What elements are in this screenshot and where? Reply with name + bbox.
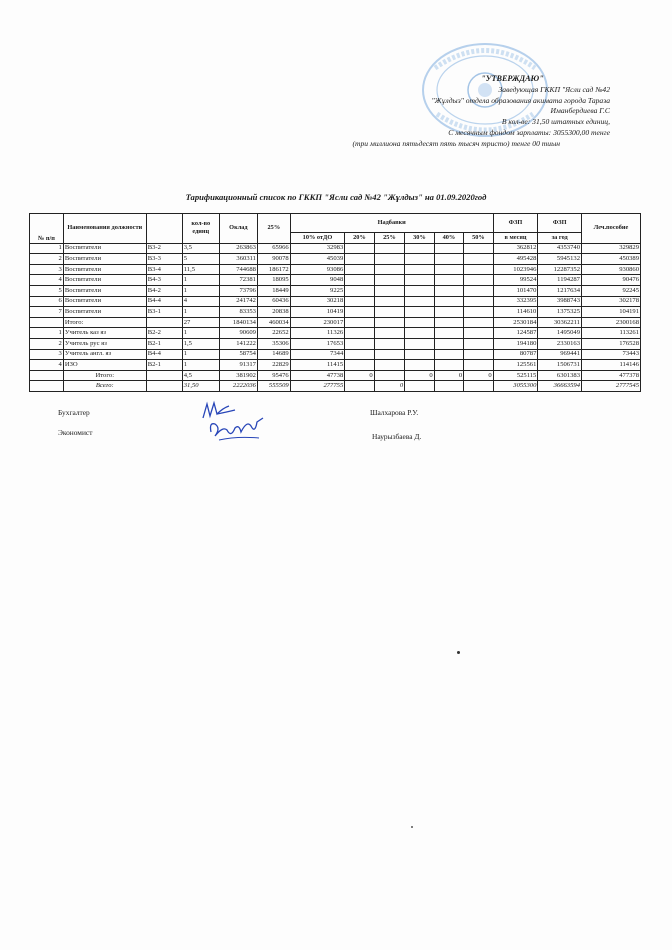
cell-salary: 360311 — [219, 254, 257, 265]
header-position: Наименования должности — [63, 214, 146, 244]
cell-salary: 58754 — [219, 349, 257, 360]
cell-name: Итого: — [63, 370, 146, 381]
cell-n: 3 — [30, 349, 64, 360]
cell-a10: 9225 — [290, 285, 345, 296]
cell-cat — [146, 370, 182, 381]
cell-a20 — [345, 264, 374, 275]
cell-a25 — [374, 285, 405, 296]
header-sub-25: 25% — [374, 233, 405, 244]
cell-med: 477378 — [581, 370, 640, 381]
cell-units: 1,5 — [182, 338, 219, 349]
accountant-name: Шалхарова Р.У. — [370, 408, 419, 417]
cell-m: 362812 — [493, 243, 538, 254]
cell-med: 90476 — [581, 275, 640, 286]
header-fzp-month-bottom: в месяц — [493, 233, 538, 244]
header-salary: Оклад — [219, 214, 257, 244]
stray-mark — [411, 826, 413, 828]
cell-n: 2 — [30, 338, 64, 349]
cell-a25 — [374, 264, 405, 275]
cell-m: 125561 — [493, 360, 538, 371]
cell-med: 114146 — [581, 360, 640, 371]
cell-salary: 241742 — [219, 296, 257, 307]
cell-a50 — [464, 317, 494, 328]
cell-p25: 35306 — [257, 338, 290, 349]
cell-a40 — [434, 328, 463, 339]
cell-a30 — [405, 307, 434, 318]
cell-p25: 20838 — [257, 307, 290, 318]
handwritten-signatures — [197, 398, 267, 444]
tariff-table — [29, 213, 641, 392]
cell-y: 969441 — [538, 349, 582, 360]
economist-title: Экономист — [58, 428, 93, 437]
cell-a25 — [374, 275, 405, 286]
cell-cat: В4-4 — [146, 349, 182, 360]
cell-y: 1506731 — [538, 360, 582, 371]
cell-a50 — [464, 243, 494, 254]
cell-a10: 17653 — [290, 338, 345, 349]
cell-n: 3 — [30, 264, 64, 275]
cell-a40 — [434, 349, 463, 360]
cell-cat: В2-1 — [146, 360, 182, 371]
cell-a25 — [374, 360, 405, 371]
cell-a25 — [374, 296, 405, 307]
cell-a25: 0 — [374, 381, 405, 392]
approval-block — [300, 74, 610, 150]
cell-a40 — [434, 285, 463, 296]
cell-m: 495428 — [493, 254, 538, 265]
cell-cat: В3-1 — [146, 307, 182, 318]
cell-units: 1 — [182, 349, 219, 360]
cell-y: 30362211 — [538, 317, 582, 328]
cell-p25: 60436 — [257, 296, 290, 307]
cell-p25: 186172 — [257, 264, 290, 275]
cell-n — [30, 370, 64, 381]
cell-name: Итого: — [63, 317, 146, 328]
cell-a50 — [464, 254, 494, 265]
cell-units: 4 — [182, 296, 219, 307]
cell-a50 — [464, 307, 494, 318]
cell-a30 — [405, 296, 434, 307]
cell-m: 114610 — [493, 307, 538, 318]
cell-n: 2 — [30, 254, 64, 265]
cell-units: 31,50 — [182, 381, 219, 392]
cell-med: 113261 — [581, 328, 640, 339]
cell-n: 4 — [30, 275, 64, 286]
cell-a20 — [345, 381, 374, 392]
cell-salary: 263863 — [219, 243, 257, 254]
cell-a20 — [345, 328, 374, 339]
cell-a40 — [434, 360, 463, 371]
cell-name: Воспитатели — [63, 275, 146, 286]
cell-cat — [146, 317, 182, 328]
cell-a10: 230017 — [290, 317, 345, 328]
accountant-title: Бухгалтер — [58, 408, 90, 417]
stray-mark — [457, 651, 460, 654]
cell-salary: 381902 — [219, 370, 257, 381]
cell-p25: 555509 — [257, 381, 290, 392]
cell-a20 — [345, 349, 374, 360]
cell-a40 — [434, 317, 463, 328]
cell-a10: 32983 — [290, 243, 345, 254]
cell-p25: 65966 — [257, 243, 290, 254]
cell-a30 — [405, 285, 434, 296]
cell-a30 — [405, 275, 434, 286]
cell-units: 1 — [182, 360, 219, 371]
cell-y: 3988743 — [538, 296, 582, 307]
cell-a25 — [374, 254, 405, 265]
cell-a40 — [434, 381, 463, 392]
cell-n: 4 — [30, 360, 64, 371]
cell-cat: В2-2 — [146, 328, 182, 339]
cell-n: 5 — [30, 285, 64, 296]
cell-units: 1 — [182, 307, 219, 318]
approval-line: "Жұлдыз" отдела образования акимата города Тараза — [431, 95, 610, 105]
cell-y: 5945132 — [538, 254, 582, 265]
cell-a25 — [374, 338, 405, 349]
approval-line: С месячным фондом зарплаты: 3055300,00 тенге — [448, 127, 610, 137]
cell-name: Учитель каз яз — [63, 328, 146, 339]
cell-a10: 45039 — [290, 254, 345, 265]
cell-a50 — [464, 275, 494, 286]
cell-name: Учитель рус яз — [63, 338, 146, 349]
cell-y: 6301383 — [538, 370, 582, 381]
cell-med: 302178 — [581, 296, 640, 307]
cell-m: 525115 — [493, 370, 538, 381]
cell-p25: 18449 — [257, 285, 290, 296]
header-fzp-month-top: ФЗП — [493, 214, 538, 233]
cell-salary: 2222036 — [219, 381, 257, 392]
table-row — [30, 296, 641, 307]
cell-a20 — [345, 296, 374, 307]
cell-units: 1 — [182, 285, 219, 296]
cell-m: 3055300 — [493, 381, 538, 392]
cell-med: 73443 — [581, 349, 640, 360]
cell-a30 — [405, 349, 434, 360]
cell-m: 332395 — [493, 296, 538, 307]
cell-salary: 744688 — [219, 264, 257, 275]
cell-n: 1 — [30, 243, 64, 254]
cell-name: Воспитатели — [63, 243, 146, 254]
header-sub-10: 10% отДО — [290, 233, 345, 244]
cell-y: 4353740 — [538, 243, 582, 254]
cell-a50 — [464, 360, 494, 371]
cell-a10: 11326 — [290, 328, 345, 339]
cell-med: 450389 — [581, 254, 640, 265]
cell-a20 — [345, 317, 374, 328]
approval-heading: "УТВЕРЖДАЮ" — [481, 74, 544, 83]
cell-n: 7 — [30, 307, 64, 318]
header-25pct: 25% — [257, 214, 290, 244]
cell-a30 — [405, 317, 434, 328]
cell-y: 1495049 — [538, 328, 582, 339]
cell-y: 1375325 — [538, 307, 582, 318]
cell-y: 1194287 — [538, 275, 582, 286]
cell-salary: 72381 — [219, 275, 257, 286]
cell-units: 11,5 — [182, 264, 219, 275]
table-row — [30, 254, 641, 265]
header-allowances: Надбавки — [290, 214, 493, 233]
cell-a30 — [405, 381, 434, 392]
cell-a50 — [464, 296, 494, 307]
cell-a10: 277755 — [290, 381, 345, 392]
cell-n: 1 — [30, 328, 64, 339]
cell-name: Воспитатели — [63, 307, 146, 318]
cell-a10: 30218 — [290, 296, 345, 307]
cell-a40 — [434, 275, 463, 286]
cell-m: 124587 — [493, 328, 538, 339]
cell-salary: 83353 — [219, 307, 257, 318]
cell-a25 — [374, 317, 405, 328]
approval-line: В кол-ве: 31,50 штатных единиц, — [501, 117, 610, 127]
cell-a30 — [405, 338, 434, 349]
table-row — [30, 243, 641, 254]
cell-units: 4,5 — [182, 370, 219, 381]
cell-cat: В3-4 — [146, 264, 182, 275]
cell-p25: 90078 — [257, 254, 290, 265]
header-fzp-year-bottom: за год — [538, 233, 582, 244]
cell-a25 — [374, 349, 405, 360]
cell-a20 — [345, 338, 374, 349]
approval-line: Заведующая ГККП "Ясли сад №42 — [498, 84, 610, 94]
cell-a25 — [374, 328, 405, 339]
table-row — [30, 338, 641, 349]
cell-a20 — [345, 254, 374, 265]
cell-cat — [146, 381, 182, 392]
cell-m: 80787 — [493, 349, 538, 360]
cell-a50 — [464, 264, 494, 275]
cell-a25 — [374, 307, 405, 318]
cell-med: 329829 — [581, 243, 640, 254]
table-row — [30, 264, 641, 275]
header-units: кол-во единц — [182, 214, 219, 244]
cell-m: 194180 — [493, 338, 538, 349]
cell-units: 1 — [182, 328, 219, 339]
cell-a25 — [374, 243, 405, 254]
header-sub-40: 40% — [434, 233, 463, 244]
cell-a10: 93086 — [290, 264, 345, 275]
cell-cat: В4-2 — [146, 285, 182, 296]
cell-a40 — [434, 264, 463, 275]
cell-a50 — [464, 381, 494, 392]
cell-name: Воспитатели — [63, 285, 146, 296]
cell-a50 — [464, 285, 494, 296]
cell-units: 5 — [182, 254, 219, 265]
cell-m: 101470 — [493, 285, 538, 296]
cell-a50: 0 — [464, 370, 494, 381]
cell-cat: В3-2 — [146, 243, 182, 254]
table-row — [30, 275, 641, 286]
cell-a50 — [464, 349, 494, 360]
table-row — [30, 307, 641, 318]
header-sub-30: 30% — [405, 233, 434, 244]
cell-salary: 91317 — [219, 360, 257, 371]
table-row — [30, 349, 641, 360]
header-sub-20: 20% — [345, 233, 374, 244]
cell-a10: 10419 — [290, 307, 345, 318]
cell-a30 — [405, 243, 434, 254]
cell-y: 12287352 — [538, 264, 582, 275]
header-num: № п/п — [30, 214, 64, 244]
cell-a50 — [464, 328, 494, 339]
cell-n — [30, 317, 64, 328]
cell-a30 — [405, 264, 434, 275]
cell-y: 1217634 — [538, 285, 582, 296]
table-total-row — [30, 317, 641, 328]
cell-a20: 0 — [345, 370, 374, 381]
cell-p25: 18095 — [257, 275, 290, 286]
cell-m: 99524 — [493, 275, 538, 286]
table-row — [30, 360, 641, 371]
cell-cat: В3-3 — [146, 254, 182, 265]
cell-name: Воспитатели — [63, 296, 146, 307]
header-medical: Леч.пособие — [581, 214, 640, 244]
cell-a10: 7344 — [290, 349, 345, 360]
cell-units: 1 — [182, 275, 219, 286]
cell-name: Учитель англ. яз — [63, 349, 146, 360]
table-row — [30, 328, 641, 339]
cell-a25 — [374, 370, 405, 381]
cell-a20 — [345, 360, 374, 371]
cell-name: Всего: — [63, 381, 146, 392]
cell-a10: 9048 — [290, 275, 345, 286]
header-fzp-year-top: ФЗП — [538, 214, 582, 233]
cell-n — [30, 381, 64, 392]
cell-p25: 22652 — [257, 328, 290, 339]
cell-a30 — [405, 328, 434, 339]
cell-med: 2777545 — [581, 381, 640, 392]
table-total-row — [30, 381, 641, 392]
document-title: Тарификационный список по ГККП "Ясли сад №42 "Жұлдыз" на 01.09.2020год — [185, 192, 487, 202]
table-row — [30, 285, 641, 296]
cell-a40 — [434, 338, 463, 349]
cell-salary: 90609 — [219, 328, 257, 339]
cell-p25: 460034 — [257, 317, 290, 328]
table-total-row — [30, 370, 641, 381]
cell-salary: 1840134 — [219, 317, 257, 328]
cell-med: 176528 — [581, 338, 640, 349]
cell-cat: В2-1 — [146, 338, 182, 349]
cell-p25: 22829 — [257, 360, 290, 371]
cell-n: 6 — [30, 296, 64, 307]
cell-units: 3,5 — [182, 243, 219, 254]
cell-a40 — [434, 307, 463, 318]
cell-y: 2330163 — [538, 338, 582, 349]
header-category — [146, 214, 182, 244]
header-sub-50: 50% — [464, 233, 494, 244]
cell-name: Воспитатели — [63, 264, 146, 275]
cell-a10: 47738 — [290, 370, 345, 381]
cell-a40 — [434, 254, 463, 265]
cell-med: 104191 — [581, 307, 640, 318]
cell-name: ИЗО — [63, 360, 146, 371]
cell-med: 2300168 — [581, 317, 640, 328]
cell-a20 — [345, 307, 374, 318]
cell-m: 1023946 — [493, 264, 538, 275]
cell-a30: 0 — [405, 370, 434, 381]
economist-name: Наурызбаева Д. — [372, 432, 422, 441]
cell-cat: В4-3 — [146, 275, 182, 286]
cell-a40 — [434, 296, 463, 307]
cell-m: 2530184 — [493, 317, 538, 328]
cell-med: 930860 — [581, 264, 640, 275]
cell-name: Воспитатели — [63, 254, 146, 265]
approval-line: (три миллиона пятьдесят пять тысяч тристо) тенге 00 тиын — [352, 138, 560, 148]
cell-p25: 95476 — [257, 370, 290, 381]
cell-y: 36663594 — [538, 381, 582, 392]
cell-cat: В4-4 — [146, 296, 182, 307]
cell-a50 — [464, 338, 494, 349]
cell-a20 — [345, 275, 374, 286]
cell-med: 92245 — [581, 285, 640, 296]
cell-a40 — [434, 243, 463, 254]
cell-a20 — [345, 285, 374, 296]
cell-a20 — [345, 243, 374, 254]
cell-a30 — [405, 254, 434, 265]
cell-a10: 11415 — [290, 360, 345, 371]
cell-a40: 0 — [434, 370, 463, 381]
approval-line: Иманбердиева Г.С — [550, 106, 610, 116]
cell-a30 — [405, 360, 434, 371]
cell-p25: 14689 — [257, 349, 290, 360]
cell-salary: 141222 — [219, 338, 257, 349]
cell-salary: 73796 — [219, 285, 257, 296]
cell-units: 27 — [182, 317, 219, 328]
